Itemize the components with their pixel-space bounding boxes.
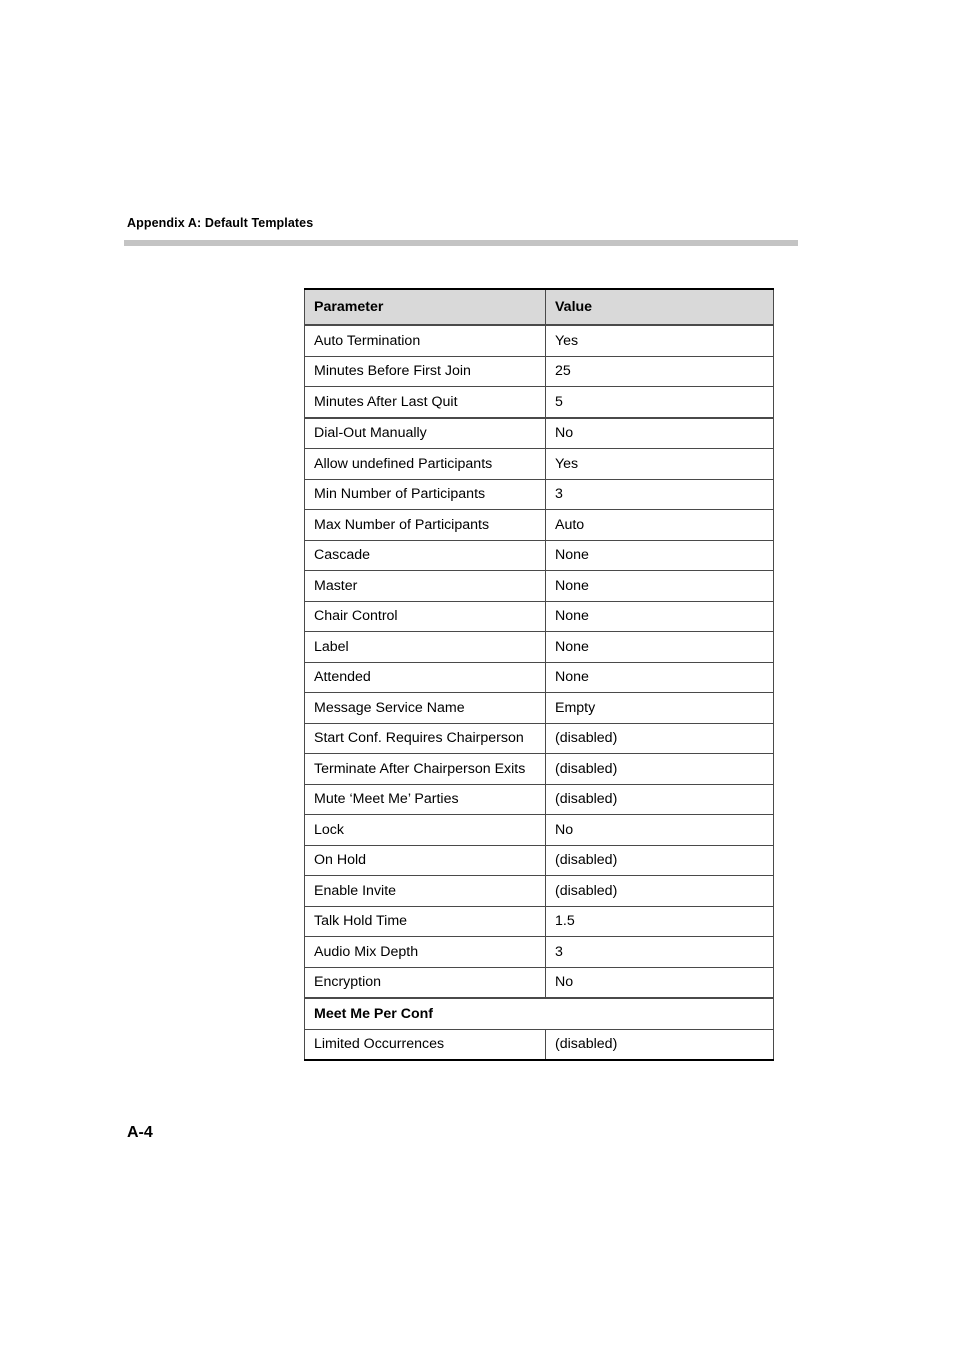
table-row — [305, 845, 774, 876]
parameter-cell: Minutes Before First Join — [305, 356, 546, 387]
parameter-cell: Minutes After Last Quit — [305, 387, 546, 418]
table-row — [305, 418, 774, 449]
parameter-cell: Min Number of Participants — [305, 479, 546, 510]
table-row — [305, 693, 774, 724]
value-cell: (disabled) — [546, 1029, 774, 1060]
parameter-cell: Start Conf. Requires Chairperson — [305, 723, 546, 754]
table-row — [305, 906, 774, 937]
parameter-cell: Chair Control — [305, 601, 546, 632]
parameter-cell: Max Number of Participants — [305, 510, 546, 541]
value-cell: Yes — [546, 325, 774, 356]
section-title: Meet Me Per Conf — [305, 998, 774, 1029]
parameter-cell: Encryption — [305, 967, 546, 998]
parameter-cell: Cascade — [305, 540, 546, 571]
value-cell: No — [546, 418, 774, 449]
value-cell: Empty — [546, 693, 774, 724]
value-cell: No — [546, 967, 774, 998]
value-cell: None — [546, 601, 774, 632]
value-cell: No — [546, 815, 774, 846]
table-body — [305, 325, 774, 1060]
parameter-cell: Auto Termination — [305, 325, 546, 356]
value-cell: (disabled) — [546, 723, 774, 754]
table-row — [305, 967, 774, 998]
table-row — [305, 387, 774, 418]
value-cell: 3 — [546, 479, 774, 510]
table-row — [305, 937, 774, 968]
table-row — [305, 1029, 774, 1060]
value-cell: Yes — [546, 449, 774, 480]
table-row — [305, 723, 774, 754]
table-row — [305, 876, 774, 907]
parameter-cell: Limited Occurrences — [305, 1029, 546, 1060]
parameter-cell: Talk Hold Time — [305, 906, 546, 937]
page-number: A-4 — [127, 1124, 153, 1141]
header-rule — [124, 240, 798, 246]
table-row — [305, 540, 774, 571]
parameter-cell: Dial-Out Manually — [305, 418, 546, 449]
table-header-row — [305, 289, 774, 325]
table-row — [305, 601, 774, 632]
table-row — [305, 754, 774, 785]
parameter-cell: Mute ‘Meet Me’ Parties — [305, 784, 546, 815]
table-row — [305, 571, 774, 602]
value-cell: None — [546, 540, 774, 571]
value-cell: 3 — [546, 937, 774, 968]
parameter-cell: Allow undefined Participants — [305, 449, 546, 480]
parameter-cell: Master — [305, 571, 546, 602]
column-header-parameter: Parameter — [305, 289, 546, 325]
column-header-value: Value — [546, 289, 774, 325]
table-row — [305, 325, 774, 356]
value-cell: 1.5 — [546, 906, 774, 937]
parameter-cell: Message Service Name — [305, 693, 546, 724]
table-row — [305, 632, 774, 663]
table-row — [305, 815, 774, 846]
table-row — [305, 356, 774, 387]
value-cell: None — [546, 632, 774, 663]
value-cell: 25 — [546, 356, 774, 387]
parameter-cell: Label — [305, 632, 546, 663]
parameter-cell: Attended — [305, 662, 546, 693]
value-cell: None — [546, 662, 774, 693]
value-cell: (disabled) — [546, 754, 774, 785]
parameter-cell: Audio Mix Depth — [305, 937, 546, 968]
value-cell: 5 — [546, 387, 774, 418]
parameter-cell: On Hold — [305, 845, 546, 876]
parameter-table — [304, 288, 774, 1061]
table-row — [305, 479, 774, 510]
parameter-cell: Lock — [305, 815, 546, 846]
value-cell: None — [546, 571, 774, 602]
table-row — [305, 662, 774, 693]
parameter-cell: Enable Invite — [305, 876, 546, 907]
running-header: Appendix A: Default Templates — [127, 216, 314, 230]
parameter-cell: Terminate After Chairperson Exits — [305, 754, 546, 785]
section-header-row — [305, 998, 774, 1029]
table-row — [305, 784, 774, 815]
table-row — [305, 449, 774, 480]
table-row — [305, 510, 774, 541]
value-cell: (disabled) — [546, 845, 774, 876]
value-cell: Auto — [546, 510, 774, 541]
value-cell: (disabled) — [546, 784, 774, 815]
value-cell: (disabled) — [546, 876, 774, 907]
